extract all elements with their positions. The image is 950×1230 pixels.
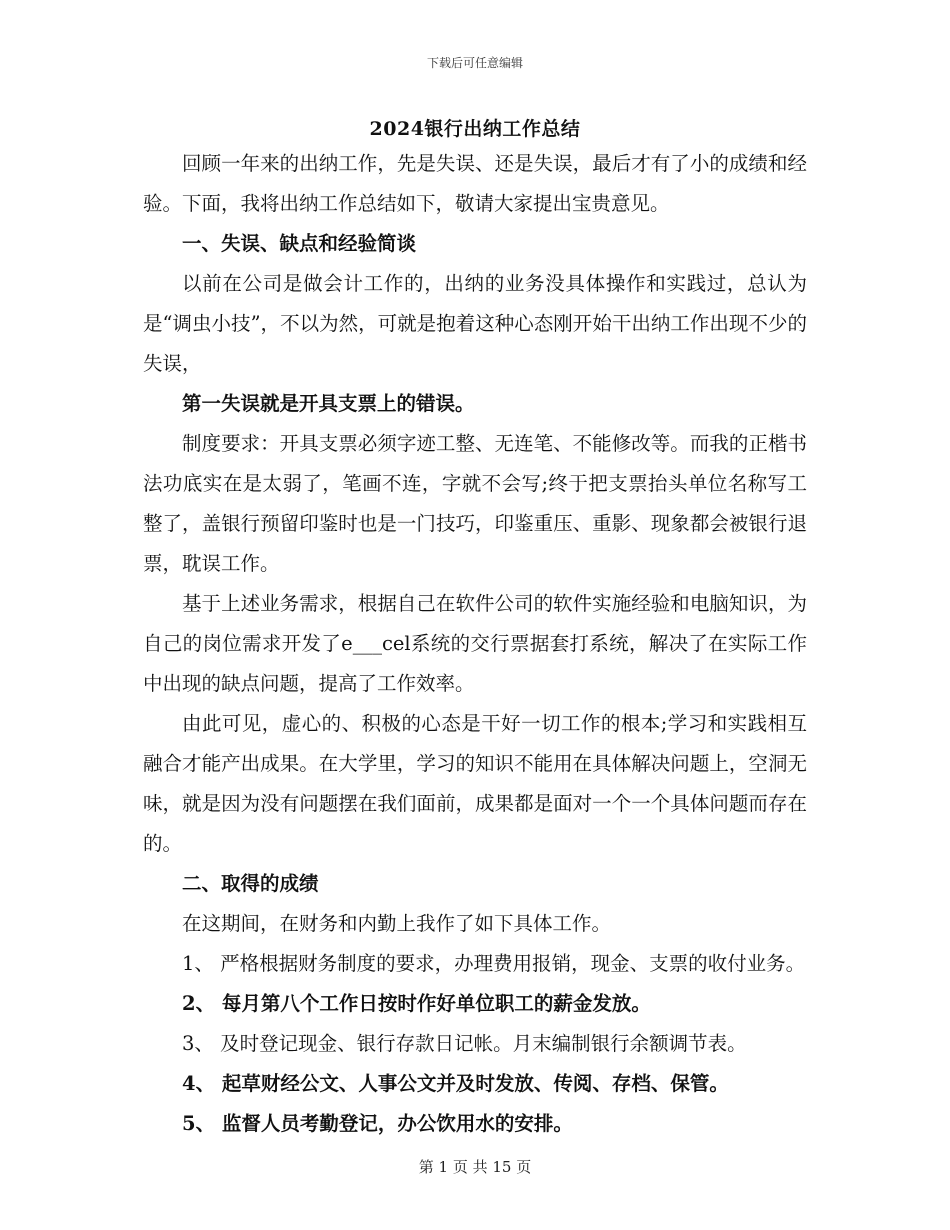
list-item-4: 4、 起草财经公文、人事公文并及时发放、传阅、存档、保管。 xyxy=(182,1072,729,1095)
document-body xyxy=(143,144,807,1144)
section-heading-1: 一、失误、缺点和经验简谈 xyxy=(182,232,417,255)
page-footer: 第 1 页 共 15 页 xyxy=(418,1158,532,1176)
list-item-2: 2、 每月第八个工作日按时作好单位职工的薪金发放。 xyxy=(182,992,651,1015)
body-paragraph: 在这期间，在财务和内勤上我作了如下具体工作。 xyxy=(182,912,612,935)
page-header: 下载后可任意编辑 xyxy=(426,56,523,70)
list-item-1: 1、 严格根据财务制度的要求，办理费用报销，现金、支票的收付业务。 xyxy=(182,952,806,975)
list-item-5: 5、 监督人员考勤登记，办公饮用水的安排。 xyxy=(182,1112,573,1135)
intro-paragraph: 回顾一年来的出纳工作，先是失误、还是失误，最后才有了小的成绩和经验。下面，我将出纳工作总结如下，敬请大家提出宝贵意见。 xyxy=(143,152,807,215)
list-item-3: 3、 及时登记现金、银行存款日记帐。月末编制银行余额调节表。 xyxy=(182,1032,747,1055)
subheading-first-mistake: 第一失误就是开具支票上的错误。 xyxy=(182,392,475,415)
document-title: 2024银行出纳工作总结 xyxy=(369,118,581,140)
body-paragraph: 制度要求：开具支票必须字迹工整、无连笔、不能修改等。而我的正楷书法功底实在是太弱了，笔画不连，字就不会写;终于把支票抬头单位名称写工整了，盖银行预留印鉴时也是一门技巧，印鉴重压、重影、现象都会被银行退票，耽误工作。 xyxy=(143,432,807,575)
body-paragraph: 以前在公司是做会计工作的，出纳的业务没具体操作和实践过，总认为是“调虫小技”，不以为然，可就是抱着这种心态刚开始干出纳工作出现不少的失误， xyxy=(143,272,807,375)
section-heading-2: 二、取得的成绩 xyxy=(182,872,319,895)
body-paragraph: 由此可见，虚心的、积极的心态是干好一切工作的根本;学习和实践相互融合才能产出成果。在大学里，学习的知识不能用在具体解决问题上，空洞无味，就是因为没有问题摆在我们面前，成果都是面对一个一个具体问题而存在的。 xyxy=(143,712,807,855)
body-paragraph: 基于上述业务需求，根据自己在软件公司的软件实施经验和电脑知识，为自己的岗位需求开发了e___cel系统的交行票据套打系统，解决了在实际工作中出现的缺点问题，提高了工作效率。 xyxy=(143,592,807,695)
